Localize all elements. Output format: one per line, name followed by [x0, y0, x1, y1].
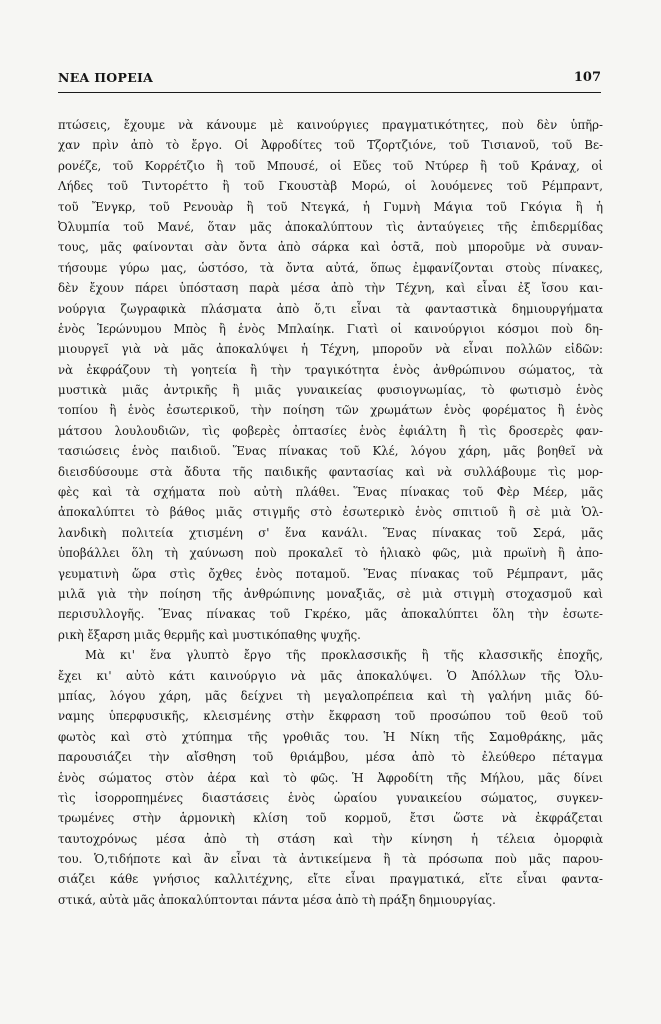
text-line: μυστικὰ μιᾶς ἀντρικῆς ἢ μιᾶς γυναικείας φυσιογνωμίας, τὸ φωτισμὸ ἑνὸς: [58, 383, 603, 398]
text-line: στικά, αὐτὰ μᾶς ἀποκαλύπτονται πάντα μέσα ἀπὸ τὴ πράξη δημιουργίας.: [58, 892, 496, 907]
text-line: ρονέζε, τοῦ Κορρέτζιο ἢ τοῦ Μπουσέ, οἱ Εὔες τοῦ Ντύρερ ἢ τοῦ Κράναχ, οἱ: [58, 158, 603, 173]
text-line: σιάζει κάθε γνήσιος καλλιτέχνης, εἴτε εἶναι πραγματικά, εἴτε εἶναι φαντα-: [58, 872, 603, 887]
text-line: Μὰ κι' ἕνα γλυπτὸ ἔργο τῆς προκλασσικῆς ἢ τῆς κλασσικῆς ἐποχῆς,: [85, 648, 603, 663]
text-line: τὶς ἰσορροπημένες διαστάσεις ἑνὸς ὡραίου γυναικείου σώματος, συγκεν-: [58, 790, 603, 805]
text-line: μιουργεῖ γιὰ νὰ μᾶς ἀποκαλύψει ἡ Τέχνη, μποροῦν νὰ εἶναι πολλῶν εἰδῶν:: [58, 342, 603, 357]
text-line: μιλᾶ γιὰ τὴν ποίηση τῆς ἀνθρώπινης μοναξιᾶς, σὲ μιὰ στιγμὴ στοχασμοῦ καὶ: [58, 586, 603, 601]
text-line: ταυτοχρόνως μέσα ἀπὸ τὴ στάση καὶ τὴν κίνηση ἡ τέλεια ὀμορφιὰ: [58, 831, 603, 846]
text-line: πτώσεις, ἔχουμε νὰ κάνουμε μὲ καινούργιες πραγματικότητες, ποὺ δὲν ὑπῆρ-: [58, 118, 603, 132]
text-line: τους, μᾶς φαίνονται σὰν ὄντα ἀπὸ σάρκα καὶ ὀστᾶ, ποὺ μποροῦμε νὰ συναν-: [58, 240, 603, 255]
body-text: [58, 115, 603, 910]
text-line: γευματινὴ ὥρα στὶς ὄχθες ἑνὸς ποταμοῦ. Ἕνας πίνακας τοῦ Ρέμπραντ, μᾶς: [58, 566, 603, 581]
text-line: φὲς καὶ τὰ σχήματα ποὺ αὐτὴ πλάθει. Ἕνας πίνακας τοῦ Φὲρ Μέερ, μᾶς: [58, 485, 603, 500]
text-line: ναμης ὑπερφυσικῆς, κλεισμένης στὴν ἔκφραση τοῦ προσώπου τοῦ θεοῦ τοῦ: [58, 709, 603, 724]
page-number: 107: [573, 70, 601, 85]
text-line: τρωμένες στὴν ἁρμονικὴ κλίση τοῦ κορμοῦ, ἔτσι ὥστε νὰ ἐκφράζεται: [58, 811, 603, 826]
text-line: περισυλλογῆς. Ἕνας πίνακας τοῦ Γκρέκο, μᾶς ἀποκαλύπτει ὅλη τὴν ἐσωτε-: [58, 607, 603, 622]
text-line: παρουσιάζει τὴν αἴσθηση τοῦ θριάμβου, μέσα ἀπὸ τὸ ἐλεύθερο πέταγμα: [58, 750, 603, 765]
text-line: νὰ ἐκφράζουν τὴ γοητεία ἢ τὴν τραγικότητα ἑνὸς ἀνθρώπινου σώματος, τὰ: [58, 362, 603, 377]
text-line: τοπίου ἢ ἑνὸς ἐσωτερικοῦ, τὴν ποίηση τῶν χρωμάτων ἑνὸς φορέματος ἢ ἑνὸς: [58, 403, 603, 418]
text-line: φωτὸς καὶ στὸ χτύπημα τῆς γροθιᾶς του. Ἡ Νίκη τῆς Σαμοθράκης, μᾶς: [58, 729, 603, 744]
text-line: ἀποκαλύπτει τὸ βάθος μιᾶς στιγμῆς στὸ ἐσωτερικὸ ἑνὸς σπιτιοῦ ἢ σὲ μιὰ Ὁλ-: [58, 505, 603, 520]
text-line: διεισδύσουμε στὰ ἄδυτα τῆς παιδικῆς φαντασίας καὶ νὰ συλλάβουμε τὶς μορ-: [58, 464, 603, 479]
journal-title: ΝΕΑ ΠΟΡΕΙΑ: [58, 70, 154, 85]
text-line: του. Ὁ,τιδήποτε καὶ ἂν εἶναι τὰ ἀντικείμενα ἢ τὰ πρόσωπα ποὺ μᾶς παρου-: [58, 852, 603, 867]
text-line: Λήδες τοῦ Τιντορέττο ἢ τοῦ Γκουστὰβ Μορώ, οἱ λουόμενες τοῦ Ρέμπραντ,: [58, 179, 603, 194]
text-line: μπίας, λόγου χάρη, μᾶς δείχνει τὴ μεγαλοπρέπεια καὶ τὴ γαλήνη μιᾶς δύ-: [58, 688, 603, 703]
text-line: χαν πρὶν ἀπὸ τὸ ἔργο. Οἱ Ἀφροδίτες τοῦ Τζορτζιόνε, τοῦ Τισιανοῦ, τοῦ Βε-: [58, 138, 603, 153]
text-line: ἑνὸς Ἱερώνυμου Μπὸς ἢ ἑνὸς Μπλαίηκ. Γιατὶ οἱ καινούργιοι κόσμοι ποὺ δη-: [58, 321, 603, 336]
text-line: μάτσου λουλουδιῶν, τὶς φοβερὲς ὀπτασίες ἑνὸς ἐφιάλτη ἢ τὶς δροσερὲς φαν-: [58, 423, 603, 438]
text-line: τήσουμε γύρω μας, ὡστόσο, τὰ ὄντα αὐτά, ὅπως ἐμφανίζονται στοὺς πίνακες,: [58, 260, 603, 275]
text-line: τασιώσεις ἑνὸς παιδιοῦ. Ἕνας πίνακας τοῦ Κλέ, λόγου χάρη, μᾶς βοηθεῖ νὰ: [58, 444, 603, 459]
text-line: ὑποβάλλει ὅλη τὴ χαύνωση ποὺ προκαλεῖ τὸ ἡλιακὸ φῶς, μιὰ πρωϊνὴ ἢ ἀπο-: [58, 546, 603, 561]
paragraph: [58, 645, 603, 910]
text-line: λανδικὴ πολιτεία χτισμένη σ' ἕνα κανάλι. Ἕνας πίνακας τοῦ Σερά, μᾶς: [58, 525, 603, 540]
text-line: ἑνὸς σώματος στὸν ἀέρα καὶ τὸ φῶς. Ἡ Ἀφροδίτη τῆς Μήλου, μᾶς δίνει: [58, 770, 603, 785]
running-header: [58, 70, 601, 93]
text-line: Ὀλυμπία τοῦ Μανέ, ὅταν μᾶς ἀποκαλύπτουν τὶς ἀνταύγειες τῆς ἐπιδερμίδας: [58, 219, 603, 234]
text-line: ρικὴ ἔξαρση μιᾶς θερμῆς καὶ μυστικόπαθης ψυχῆς.: [58, 627, 361, 642]
text-line: τοῦ Ἔνγκρ, τοῦ Ρενουὰρ ἢ τοῦ Ντεγκά, ἡ Γυμνὴ Μάγια τοῦ Γκόγια ἢ ἡ: [58, 199, 603, 214]
text-line: δὲν ἔχουν πάρει ὑπόσταση παρὰ μέσα ἀπὸ τὴν Τέχνη, καὶ εἶναι ἐξ ἴσου και-: [58, 281, 603, 296]
paragraph: [58, 115, 603, 645]
text-line: ἔχει κι' αὐτὸ κάτι καινούργιο νὰ μᾶς ἀποκαλύψει. Ὁ Ἀπόλλων τῆς Ὀλυ-: [58, 668, 603, 683]
text-line: νούργια ζωγραφικὰ πλάσματα ἀπὸ ὅ,τι εἶναι τὰ φανταστικὰ δημιουργήματα: [58, 301, 603, 316]
